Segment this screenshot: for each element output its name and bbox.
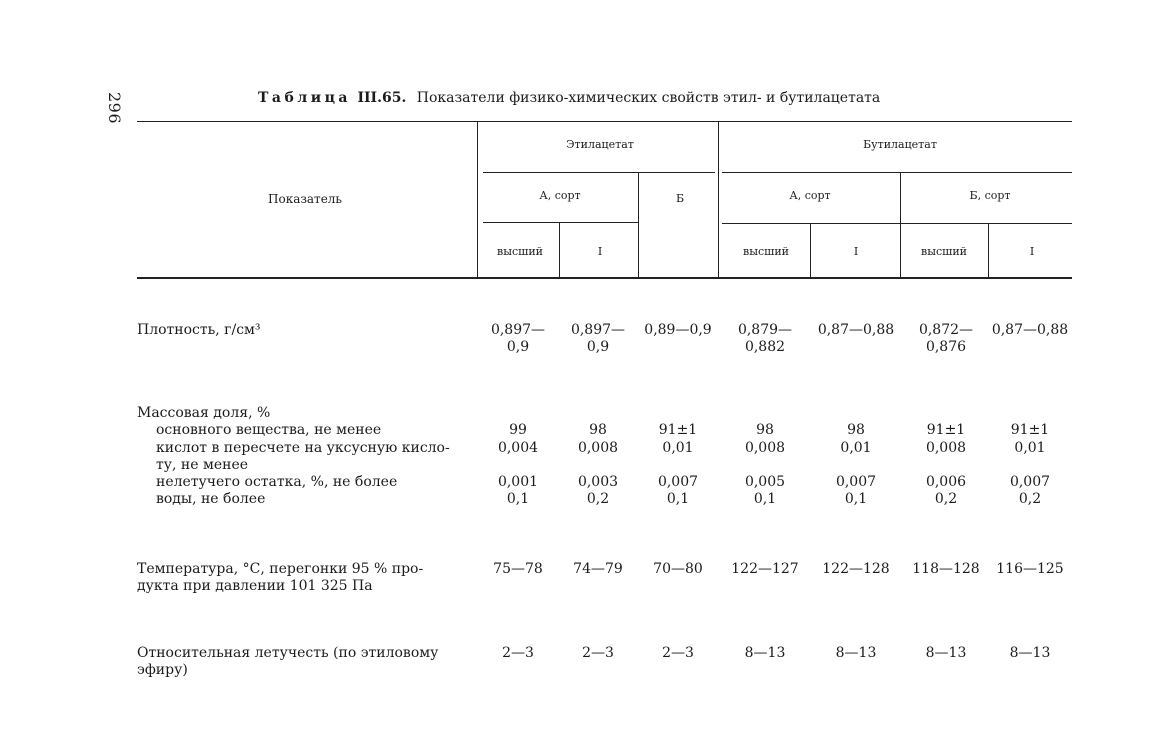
header-butyl-b: Б, сорт bbox=[969, 189, 1011, 202]
table-cell: 0,2 bbox=[1018, 491, 1042, 507]
header-butyl-a: А, сорт bbox=[789, 189, 831, 202]
table-cell: 0,01 bbox=[840, 440, 872, 456]
title-number: III.65. bbox=[357, 90, 407, 106]
table-cell: 0,004 bbox=[497, 440, 539, 456]
table-cell: 91±1 bbox=[926, 422, 966, 438]
rule-under-butyl-grades bbox=[722, 223, 1072, 224]
table-cell: 0,2 bbox=[934, 491, 958, 507]
table-cell: 0,1 bbox=[753, 491, 777, 507]
table-cell: 98 bbox=[589, 422, 607, 438]
rule-under-ethyl-a bbox=[483, 222, 638, 223]
header-ethyl: Этилацетат bbox=[566, 138, 634, 151]
table-cell: 75—78 bbox=[493, 561, 543, 577]
title-label: Таблица bbox=[258, 90, 351, 106]
table-cell: 2—3 bbox=[502, 645, 534, 661]
rule-under-butyl bbox=[722, 172, 1072, 173]
table-cell: 0,008 bbox=[744, 440, 786, 456]
table-cell: 0,007 bbox=[657, 474, 699, 490]
header-butyl: Бутилацетат bbox=[863, 138, 937, 151]
header-butyl-b-highest: высший bbox=[921, 245, 967, 258]
row-label-nonvolatile: нелетучего остатка, %, не более bbox=[156, 474, 398, 490]
page-number: 296 bbox=[105, 92, 124, 125]
table-cell: 0,1 bbox=[506, 491, 530, 507]
table-cell: 2—3 bbox=[582, 645, 614, 661]
table-cell: 0,87—0,88 bbox=[817, 322, 895, 338]
table-cell: 2—3 bbox=[662, 645, 694, 661]
col-divider-ethyl-butyl bbox=[718, 122, 719, 277]
header-butyl-a-highest: высший bbox=[743, 245, 789, 258]
table-cell: 0,005 bbox=[744, 474, 786, 490]
table-cell: 0,1 bbox=[844, 491, 868, 507]
table-cell: 0,01 bbox=[662, 440, 694, 456]
row-label-temperature: Температура, °С, перегонки 95 % про- дукта при давлении 101 325 Па bbox=[137, 561, 424, 594]
row-label-density: Плотность, г/см³ bbox=[137, 322, 261, 338]
table-cell: 74—79 bbox=[573, 561, 623, 577]
table-cell: 0,003 bbox=[577, 474, 619, 490]
row-label-mass-fraction: Массовая доля, % bbox=[137, 405, 271, 421]
table-cell: 122—128 bbox=[822, 561, 890, 577]
header-bottom-rule bbox=[137, 277, 1072, 279]
table-cell: 98 bbox=[847, 422, 865, 438]
table-cell: 0,001 bbox=[497, 474, 539, 490]
col-divider-butyl-a-sub bbox=[810, 223, 811, 277]
row-label-water: воды, не более bbox=[156, 491, 266, 507]
header-ethyl-a-first: I bbox=[597, 245, 603, 258]
col-divider-butyl-b-sub bbox=[988, 223, 989, 277]
table-cell: 0,897— 0,9 bbox=[490, 322, 546, 355]
table-cell: 116—125 bbox=[996, 561, 1064, 577]
row-label-volatility: Относительная летучесть (по этиловому эфиру) bbox=[137, 645, 439, 678]
table-cell: 0,007 bbox=[835, 474, 877, 490]
col-divider-indicator bbox=[477, 122, 478, 277]
col-divider-ethyl-a-sub bbox=[559, 222, 560, 277]
table-cell: 8—13 bbox=[1009, 645, 1051, 661]
table-cell: 0,008 bbox=[925, 440, 967, 456]
table-cell: 8—13 bbox=[744, 645, 786, 661]
col-divider-butyl-a-b bbox=[900, 172, 901, 277]
table-cell: 0,01 bbox=[1014, 440, 1046, 456]
table-cell: 0,89—0,9 bbox=[644, 322, 712, 338]
table-cell: 8—13 bbox=[835, 645, 877, 661]
header-indicator: Показатель bbox=[268, 192, 342, 206]
table-cell: 0,872— 0,876 bbox=[918, 322, 974, 355]
row-label-main-substance: основного вещества, не менее bbox=[156, 422, 382, 438]
header-butyl-a-first: I bbox=[853, 245, 859, 258]
table-cell: 99 bbox=[509, 422, 527, 438]
table-title bbox=[258, 90, 880, 106]
table-cell: 122—127 bbox=[731, 561, 799, 577]
top-rule bbox=[137, 121, 1072, 122]
table-cell: 0,008 bbox=[577, 440, 619, 456]
table-cell: 91±1 bbox=[658, 422, 698, 438]
header-ethyl-a-highest: высший bbox=[497, 245, 543, 258]
title-text: Показатели физико-химических свойств этил- и бутилацетата bbox=[416, 90, 881, 106]
table-cell: 8—13 bbox=[925, 645, 967, 661]
table-cell: 0,2 bbox=[586, 491, 610, 507]
rule-under-ethyl bbox=[483, 172, 715, 173]
table-cell: 91±1 bbox=[1010, 422, 1050, 438]
row-label-acids: кислот в пересчете на уксусную кисло- ту, не менее bbox=[156, 440, 450, 473]
col-divider-ethyl-a-b bbox=[638, 172, 639, 277]
table-cell: 70—80 bbox=[653, 561, 703, 577]
table-cell: 118—128 bbox=[912, 561, 980, 577]
table-cell: 0,87—0,88 bbox=[991, 322, 1069, 338]
table-cell: 0,1 bbox=[666, 491, 690, 507]
table-cell: 0,879— 0,882 bbox=[737, 322, 793, 355]
header-ethyl-b: Б bbox=[675, 192, 685, 205]
header-butyl-b-first: I bbox=[1029, 245, 1035, 258]
header-ethyl-a: А, сорт bbox=[539, 189, 581, 202]
table-cell: 0,006 bbox=[925, 474, 967, 490]
table-cell: 0,007 bbox=[1009, 474, 1051, 490]
table-cell: 0,897— 0,9 bbox=[570, 322, 626, 355]
table-cell: 98 bbox=[756, 422, 774, 438]
